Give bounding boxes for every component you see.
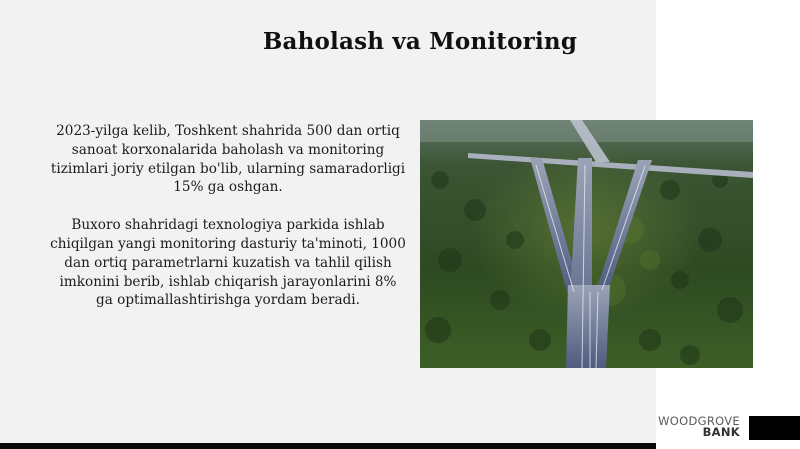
aerial-highway-forest-photo-icon — [420, 120, 753, 368]
logo-line-2: BANK — [702, 425, 740, 439]
woodgrove-bank-logo — [658, 416, 740, 438]
slide-body — [50, 122, 406, 329]
slide-title: Baholash va Monitoring — [262, 28, 578, 55]
slide-bottom-bar — [0, 443, 656, 449]
logo-line-1: WOODGROVE — [658, 414, 740, 428]
paragraph-1: 2023-yilga kelib, Toshkent shahrida 500 dan ortiq sanoat korxonalarida baholash va monitoring tizimlari joriy etilgan bo'lib, ularning samaradorligi 15% ga oshgan. — [50, 123, 406, 196]
logo-black-block — [749, 416, 800, 440]
aerial-highway-photo — [420, 120, 753, 368]
paragraph-2: Buxoro shahridagi texnologiya parkida ishlab chiqilgan yangi monitoring dasturiy ta'minoti, 1000 dan ortiq parametrlarni kuzatish va tahlil qilish imkonini berib, ishlab chiqarish jarayonlarini 8% ga optimallashtirishga yordam beradi. — [50, 217, 406, 309]
